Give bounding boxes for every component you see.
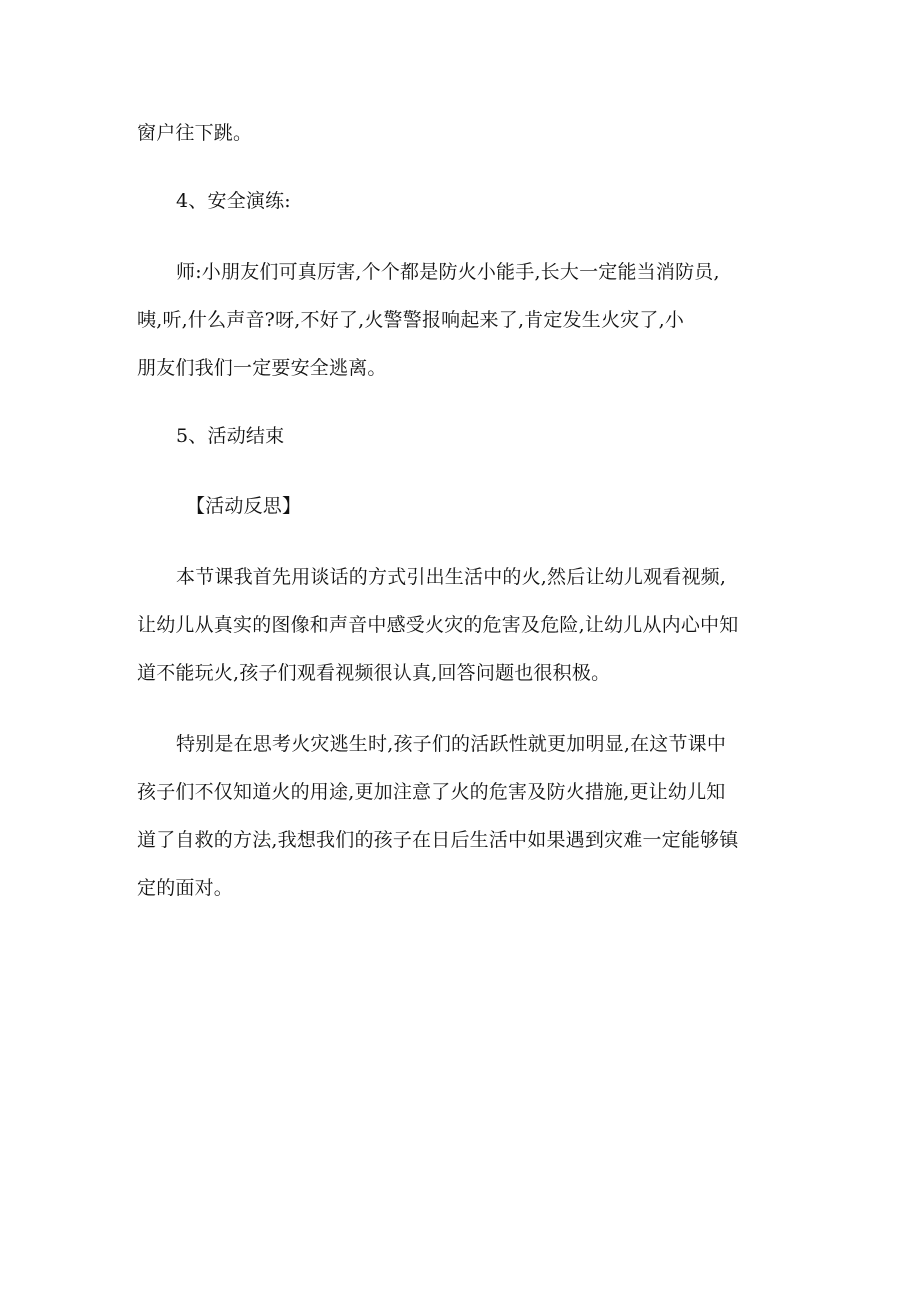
section-4-paragraph-line-2: 咦,听,什么声音?呀,不好了,火警警报响起来了,肯定发生火灾了,小 (137, 309, 685, 331)
reflection-paragraph-1-line-2: 让幼儿从真实的图像和声音中感受火灾的危害及危险,让幼儿从内心中知 (137, 614, 739, 636)
opening-fragment: 窗户往下跳。 (137, 122, 253, 144)
reflection-paragraph-2-line-3: 道了自救的方法,我想我们的孩子在日后生活中如果遇到灾难一定能够镇 (137, 829, 739, 851)
reflection-paragraph-2-line-4: 定的面对。 (137, 877, 234, 899)
section-4-paragraph-line-1: 师:小朋友们可真厉害,个个都是防火小能手,长大一定能当消防员, (176, 261, 720, 283)
reflection-paragraph-1-line-1: 本节课我首先用谈话的方式引出生活中的火,然后让幼儿观看视频, (176, 566, 727, 588)
section-4-paragraph-line-3: 朋友们我们一定要安全逃离。 (137, 357, 387, 379)
reflection-paragraph-1-line-3: 道不能玩火,孩子们观看视频很认真,回答问题也很积极。 (137, 662, 611, 684)
section-4-heading: 4、安全演练: (176, 190, 291, 212)
reflection-paragraph-2-line-2: 孩子们不仅知道火的用途,更加注意了火的危害及防火措施,更让幼儿知 (137, 781, 726, 803)
reflection-paragraph-2-line-1: 特别是在思考火灾逃生时,孩子们的活跃性就更加明显,在这节课中 (176, 733, 727, 755)
section-5-heading: 5、活动结束 (176, 425, 285, 447)
reflection-heading: 【活动反思】 (186, 495, 302, 517)
